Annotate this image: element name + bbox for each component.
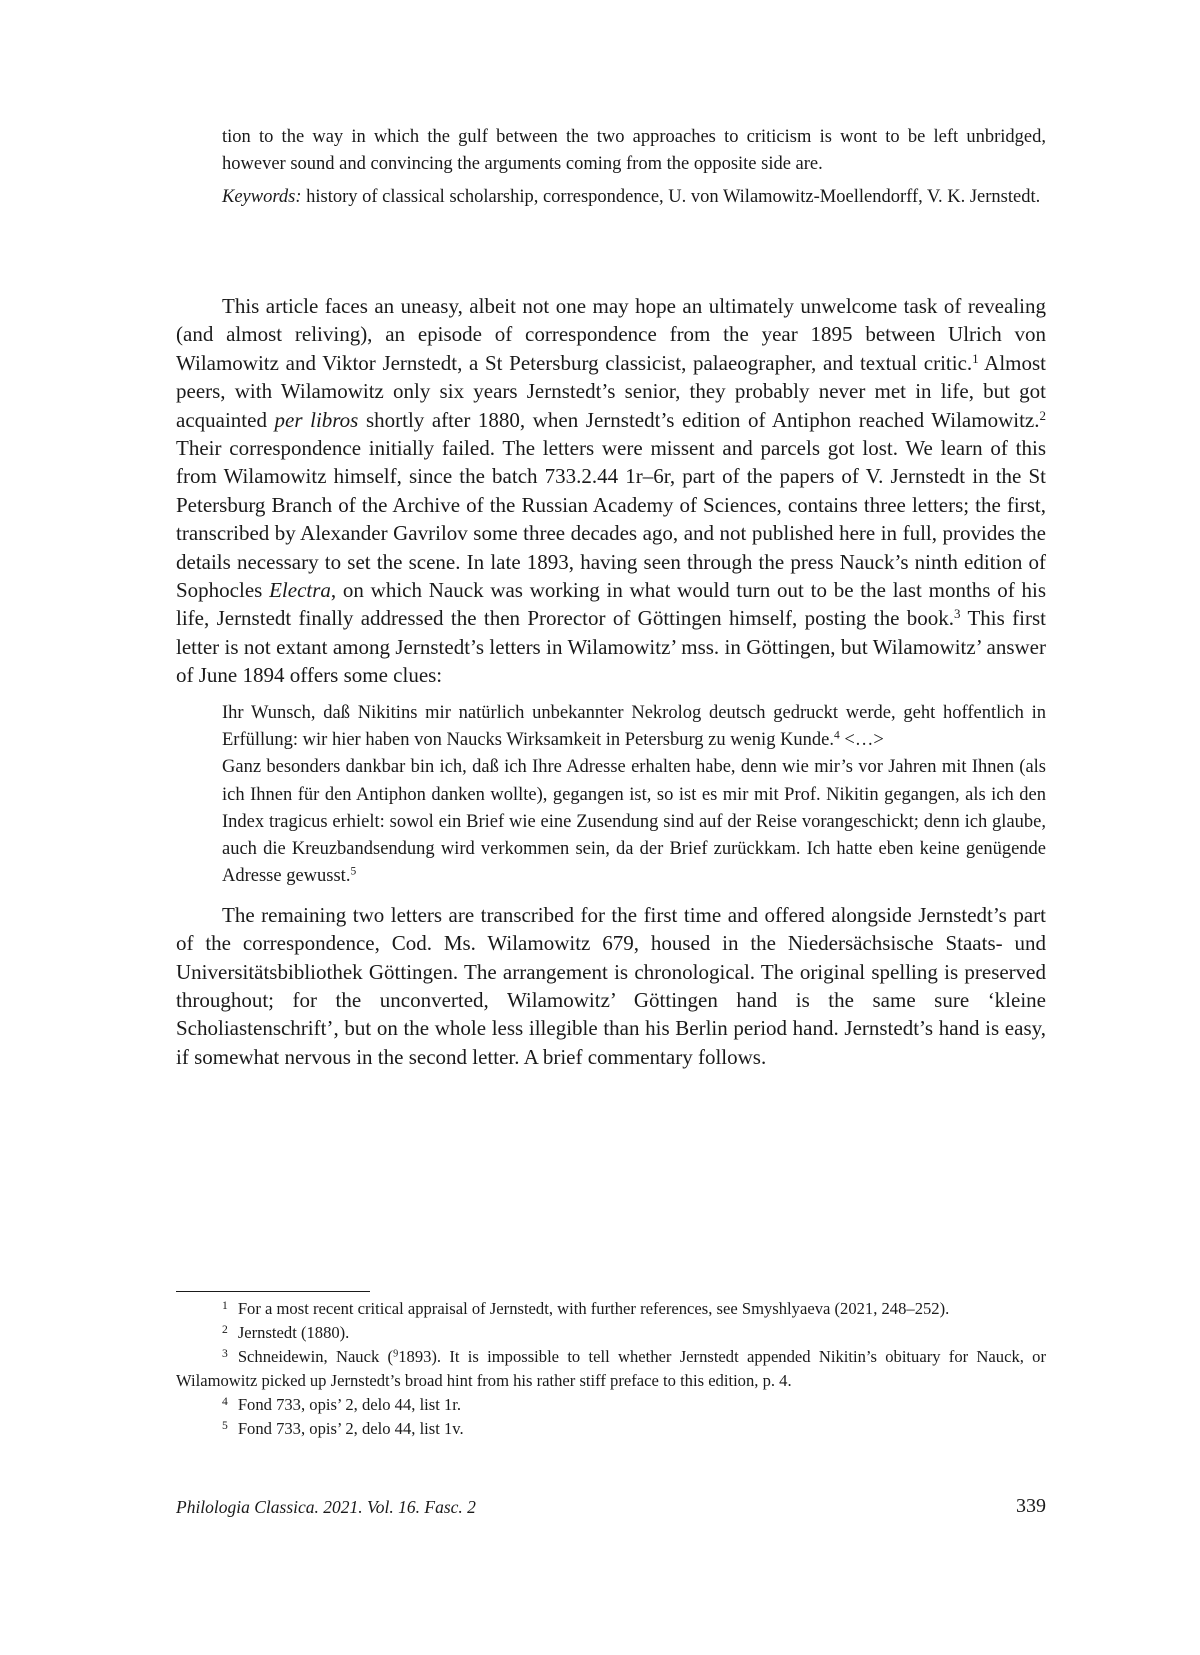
footnote-ref-4: 4 <box>834 729 840 742</box>
paragraph-letters: The remaining two letters are transcribed for the first time and offered alongside Jernstedt’s part of the correspondence, Cod. Ms. Wilamowitz 679, housed in the Niedersächsische Staats- und Universitätsbibliothek Göttingen. The arrangement is chronological. The original spelling is preserved throughout; for the unconverted, Wilamowitz’ Göttingen hand is the same sure ‘kleine Scholiastenschrift’, but on the whole less illegible than his Berlin period hand. Jernstedt’s hand is easy, if somewhat nervous in the second letter. A brief commentary follows. <box>176 902 1046 1069</box>
footnote-5: $^5$ Fond 733, opis’ 2, delo 44, list 1v. <box>222 1418 464 1438</box>
footnote-2: $^2$ Jernstedt (1880). <box>222 1322 350 1342</box>
abstract-continuation: tion to the way in which the gulf between the two approaches to criticism is wont to be left unbridged, however sound and convincing the arguments coming from the opposite side are. <box>222 127 1046 174</box>
page-number: 339 <box>1016 1495 1046 1517</box>
italic-electra: Electra <box>269 578 331 603</box>
keywords-list: history of classical scholarship, correspondence, U. von Wilamowitz-Moellendorff, V. K. Jernstedt. <box>301 187 1041 207</box>
page-footer <box>176 1497 1046 1527</box>
footnote-ref-5: 5 <box>350 866 357 879</box>
keywords <box>222 184 1046 211</box>
footnote-separator <box>176 1291 370 1292</box>
footnote-ref-2: 2 <box>1039 407 1046 423</box>
paragraph-intro: This article faces an uneasy, albeit not one may hope an ultimately unwelcome task of revealing (and almost reliving), an episode of correspondence from the year 1895 between Ulrich von Wilamowitz and Viktor Jernstedt, a St Petersburg classicist, palaeographer, and textual critic.$^1$ Almost peers, with Wilamowitz only six years Jernstedt’s senior, they probably never met in life, but got acquainted per libros shortly after 1880, when Jernstedt’s edition of Antiphon reached Wilamowitz.$^2$ Their correspondence initially failed. The letters were missent and parcels got lost. We learn of this from Wilamowitz himself, since the batch 733.2.44 1r–6r, part of the papers of V. Jernstedt in the St Petersburg Branch of the Archive of the Russian Academy of Sciences, contains three letters; the first, transcribed by Alexander Gavrilov some three decades ago, and not published here in full, provides the details necessary to set the scene. In late 1893, having seen through the press Nauck’s ninth edition of Sophocles Electra, on which Nauck was working in what would turn out to be the last months of his life, Jernstedt finally addressed the then Prorector of Göttingen himself, posting the book.$^3$ This first letter is not extant among Jernstedt’s letters in Wilamowitz’ mss. in Göttingen, but Wilamowitz’ answer of June 1894 offers some clues: <box>176 294 1046 688</box>
article-body <box>176 292 1046 1071</box>
footnote-ref-3: 3 <box>954 606 961 622</box>
abstract-block <box>222 124 1046 211</box>
footnote-3: $^3$ Schneidewin, Nauck ($^9$1893). It is impossible to tell whether Jernstedt appended Nikitin’s obituary for Nauck, or Wilamowitz picked up Jernstedt’s broad hint from his rather stiff preface to this edition, p. 4. <box>176 1346 1046 1390</box>
block-quote <box>222 700 1046 891</box>
footnote-4: $^4$ Fond 733, opis’ 2, delo 44, list 1r. <box>222 1394 462 1414</box>
quote-paragraph-2: Ganz besonders dankbar bin ich, daß ich Ihre Adresse erhalten habe, denn wie mir’s vor Jahren mit Ihnen (als ich Ihnen für den Antiphon danken wollte), gegangen ist, so ist es mir mit Prof. Nikitin gegangen, als ich den Index tragicus erhielt: sowol ein Brief wie eine Zusendung sind auf der Reise vorangeschickt; denn ich glaube, auch die Kreuzbandsendung wird verkommen sein, da der Brief zurückkam. Ich hatte eben keine genügende Adresse gewusst.$^5$ <box>222 757 1046 887</box>
keywords-label: Keywords: <box>222 187 302 207</box>
footnotes <box>176 1297 1046 1441</box>
quote-paragraph-1: Ihr Wunsch, daß Nikitins mir natürlich unbekannter Nekrolog deutsch gedruckt werde, geht hoffentlich in Erfüllung: wir hier haben von Naucks Wirksamkeit in Petersburg zu wenig Kunde.$^4$ <…> <box>222 702 1046 750</box>
italic-per-libros: per libros <box>274 407 359 432</box>
footnote-ref-1: 1 <box>972 350 979 366</box>
journal-citation: Philologia Classica. 2021. Vol. 16. Fasc. 2 <box>176 1497 476 1517</box>
footnote-1: $^1$ For a most recent critical appraisal of Jernstedt, with further references, see Smyshlyaeva (2021, 248–252). <box>222 1298 950 1318</box>
